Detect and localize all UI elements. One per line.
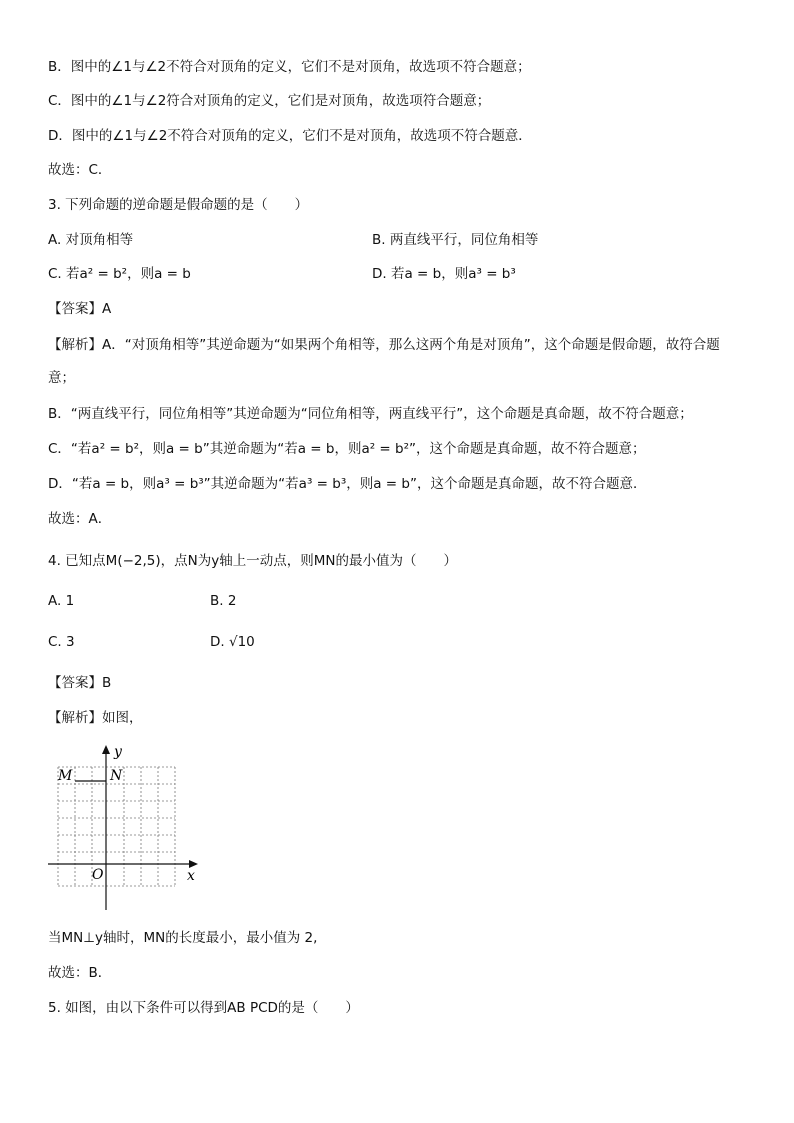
answer-choice-line: 故选：C． [48, 162, 112, 178]
coordinate-figure [44, 740, 214, 915]
option-4b: B. 2 [210, 593, 237, 609]
label-n: N [110, 768, 123, 784]
option-4d: D. √10 [210, 634, 255, 650]
question-5: 5. 如图，由以下条件可以得到AB PCD的是（ ） [48, 1000, 359, 1016]
explanation-3d: D．“若a = b，则a³ = b³”其逆命题为“若a³ = b³，则a = b”，这个命题是真命题，故不符合题意． [48, 476, 647, 492]
explanation-4b: 当MN⊥y轴时，MN的长度最小，最小值为 2, [48, 930, 318, 946]
label-y: y [114, 744, 122, 760]
option-3c: C. 若a² = b²，则a = b [48, 266, 191, 282]
explanation-4: 【解析】如图， [48, 710, 143, 726]
label-x: x [187, 868, 195, 884]
explanation-3a: 【解析】A．“对顶角相等”其逆命题为“如果两个角相等，那么这两个角是对顶角”，这个命题是假命题，故符合题 [48, 337, 720, 353]
option-3a: A. 对顶角相等 [48, 232, 134, 248]
solution-line: D．图中的∠1与∠2不符合对顶角的定义，它们不是对顶角，故选项不符合题意． [48, 128, 532, 144]
option-4c: C. 3 [48, 634, 75, 650]
option-3b: B. 两直线平行，同位角相等 [372, 232, 539, 248]
selection-4: 故选：B． [48, 965, 112, 981]
question-3: 3. 下列命题的逆命题是假命题的是（ ） [48, 197, 309, 213]
x-axis-arrow [189, 860, 198, 868]
explanation-3b: B．“两直线平行，同位角相等”其逆命题为“同位角相等，两直线平行”，这个命题是真命题，故不符合题意； [48, 406, 693, 422]
option-4a: A. 1 [48, 593, 75, 609]
label-m: M [58, 768, 73, 784]
explanation-3c: C．“若a² = b²，则a = b”其逆命题为“若a = b，则a² = b²”，这个命题是真命题，故不符合题意； [48, 441, 646, 457]
label-o: O [92, 867, 104, 883]
question-4: 4. 已知点M(−2,5)，点N为y轴上一动点，则MN的最小值为（ ） [48, 553, 457, 569]
answer-4: 【答案】B [48, 675, 112, 691]
option-3d: D. 若a = b，则a³ = b³ [372, 266, 516, 282]
y-axis-arrow [102, 745, 110, 754]
answer-3: 【答案】A [48, 301, 112, 317]
solution-line: C．图中的∠1与∠2符合对顶角的定义，它们是对顶角，故选项符合题意； [48, 93, 491, 109]
selection-3: 故选：A． [48, 511, 112, 527]
solution-line: B．图中的∠1与∠2不符合对顶角的定义，它们不是对顶角，故选项不符合题意； [48, 59, 531, 75]
explanation-3a-cont: 意； [48, 370, 75, 386]
